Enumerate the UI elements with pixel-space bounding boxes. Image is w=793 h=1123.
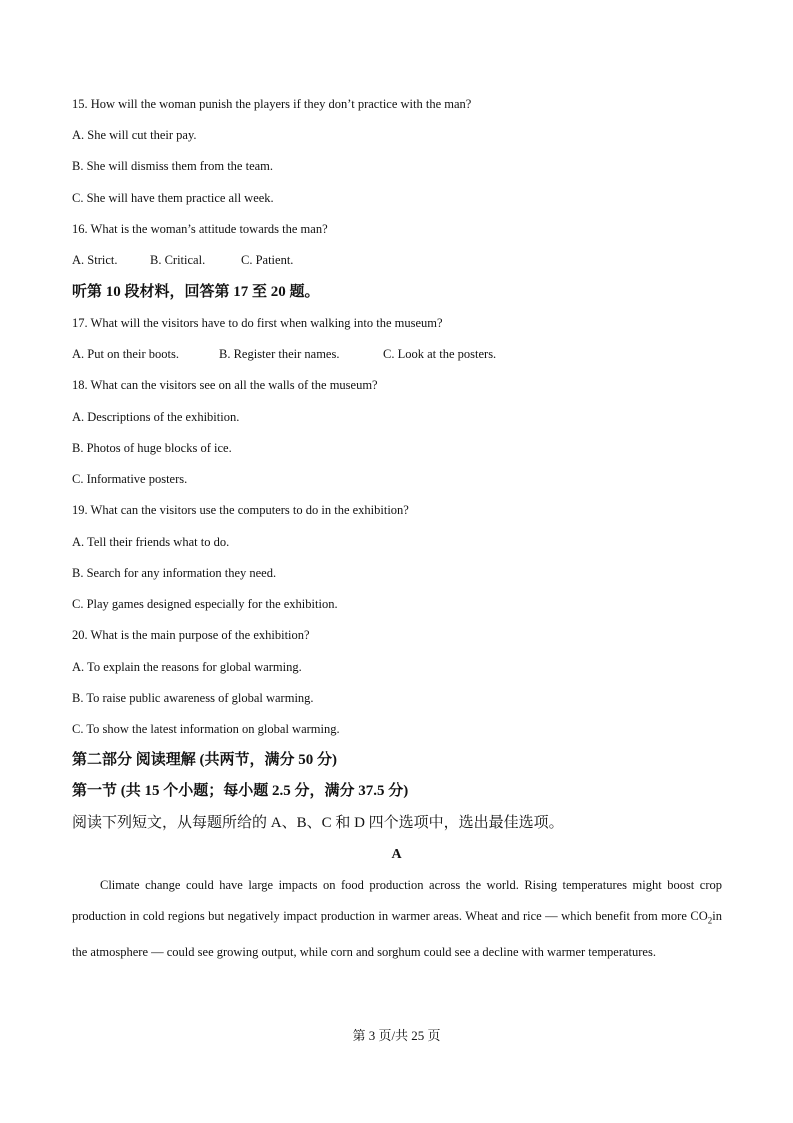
page-number-footer: 第 3 页/共 25 页: [352, 1028, 441, 1043]
q15-option-c: C. She will have them practice all week.: [72, 191, 274, 205]
part2-heading: 第二部分 阅读理解 (共两节，满分 50 分): [72, 752, 337, 768]
q20-option-c: C. To show the latest information on global warming.: [72, 722, 340, 736]
q17-option-a: A. Put on their boots.: [72, 347, 179, 361]
section-10-heading: 听第 10 段材料，回答第 17 至 20 题。: [72, 284, 320, 300]
part2-instruction: 阅读下列短文，从每题所给的 A、B、C 和 D 四个选项中，选出最佳选项。: [72, 815, 564, 831]
q16-option-c: C. Patient.: [241, 253, 294, 267]
part2-section1-heading: 第一节 (共 15 个小题；每小题 2.5 分，满分 37.5 分): [72, 783, 409, 799]
q18-stem: 18. What can the visitors see on all the walls of the museum?: [72, 378, 378, 392]
q19-stem: 19. What can the visitors use the computers to do in the exhibition?: [72, 503, 409, 517]
passage-text-pre: Climate change could have large impacts on food production across the world. Rising temperatures might boost crop production in cold regions but negatively impact production in warmer areas. Wheat and rice — which benefit from more CO: [72, 878, 722, 924]
q18-option-b: B. Photos of huge blocks of ice.: [72, 441, 232, 455]
q20-option-a: A. To explain the reasons for global warming.: [72, 660, 302, 674]
q16-options: [72, 252, 293, 268]
q18-option-a: A. Descriptions of the exhibition.: [72, 410, 240, 424]
q17-options: [72, 346, 496, 362]
q17-option-b: B. Register their names.: [219, 347, 340, 361]
q19-option-c: C. Play games designed especially for the exhibition.: [72, 597, 338, 611]
q18-option-c: C. Informative posters.: [72, 472, 188, 486]
q16-stem: 16. What is the woman’s attitude towards the man?: [72, 222, 328, 236]
q16-option-a: A. Strict.: [72, 253, 118, 267]
passage-subscript: 2: [707, 915, 713, 926]
q19-option-b: B. Search for any information they need.: [72, 566, 277, 580]
q16-option-b: B. Critical.: [150, 253, 206, 267]
q17-stem: 17. What will the visitors have to do first when walking into the museum?: [72, 316, 443, 330]
q20-stem: 20. What is the main purpose of the exhibition?: [72, 628, 310, 642]
q20-option-b: B. To raise public awareness of global warming.: [72, 691, 314, 705]
q15-option-a: A. She will cut their pay.: [72, 128, 197, 142]
q17-option-c: C. Look at the posters.: [383, 347, 497, 361]
q15-stem: 15. How will the woman punish the players if they don’t practice with the man?: [72, 97, 472, 111]
passage-title: A: [391, 847, 402, 862]
passage-paragraph: [72, 870, 722, 968]
q19-option-a: A. Tell their friends what to do.: [72, 535, 230, 549]
passage-text-post: in the atmosphere — could see growing output, while corn and sorghum could see a decline with warmer temperatures.: [72, 909, 722, 960]
q15-option-b: B. She will dismiss them from the team.: [72, 159, 274, 173]
